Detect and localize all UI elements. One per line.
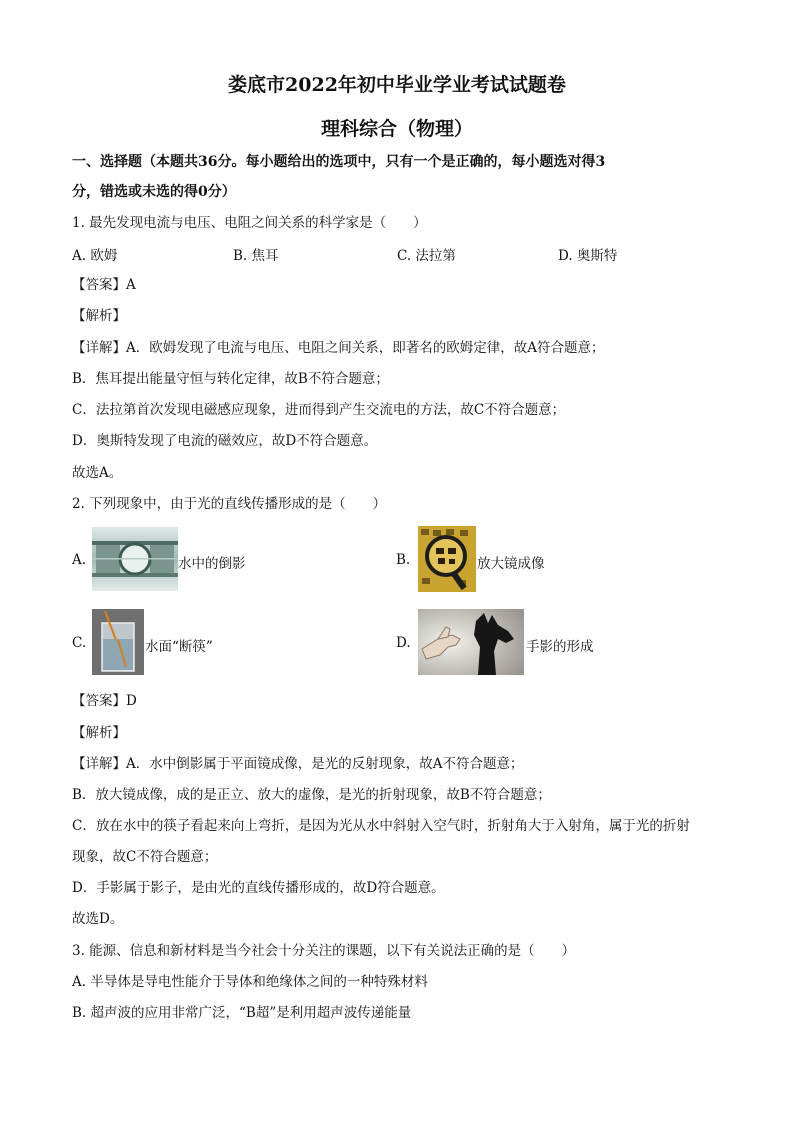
q3-option-a: A. 半导体是导电性能介于导体和绝缘体之间的一种特殊材料 (72, 974, 428, 990)
q2-detail-2: B．放大镜成像，成的是正立、放大的虚像，是光的折射现象，故B不符合题意； (72, 787, 551, 803)
q2-option-c-letter: C. (72, 635, 87, 651)
q3-stem: 3. 能源、信息和新材料是当今社会十分关注的课题，以下有关说法正确的是（ ） (72, 943, 576, 959)
hand-shadow-image (418, 609, 524, 675)
section-heading-line1: 一、选择题（本题共36分。每小题给出的选项中，只有一个是正确的，每小题选对得3 (72, 154, 606, 170)
exam-subtitle: 理科综合（物理） (320, 118, 473, 140)
q2-answer: 【答案】D (72, 693, 137, 709)
q3-option-b: B. 超声波的应用非常广泛，“B超”是利用超声波传递能量 (72, 1005, 412, 1021)
q1-options (72, 244, 722, 264)
q1-detail-3: C．法拉第首次发现电磁感应现象，进而得到产生交流电的方法，故C不符合题意； (72, 402, 566, 418)
section-heading-line2: 分，错选或未选的得0分） (72, 184, 236, 200)
q1-option-b: B. 焦耳 (233, 248, 279, 264)
exam-title: 娄底市2022年初中毕业学业考试试题卷 (228, 74, 566, 96)
q1-stem: 1. 最先发现电流与电压、电阻之间关系的科学家是（ ） (72, 215, 427, 231)
q1-conclusion: 故选A。 (72, 465, 123, 481)
q1-analysis: 【解析】 (72, 308, 126, 324)
q2-detail-4: 现象，故C不符合题意； (72, 849, 218, 865)
q2-conclusion: 故选D。 (72, 911, 124, 927)
q2-option-c-caption: 水面“断筷” (145, 639, 213, 655)
reflection-bridge-image (92, 527, 178, 591)
q1-option-a: A. 欧姆 (72, 248, 118, 264)
q1-option-d: D. 奥斯特 (558, 248, 618, 264)
q1-answer: 【答案】A (72, 277, 136, 293)
q2-option-a-letter: A. (72, 552, 87, 568)
magnifier-image (418, 526, 476, 592)
q2-stem: 2. 下列现象中，由于光的直线传播形成的是（ ） (72, 496, 387, 512)
q2-option-b-caption: 放大镜成像 (477, 556, 545, 572)
q2-detail-1: 【详解】A．水中倒影属于平面镜成像，是光的反射现象，故A不符合题意； (72, 756, 524, 772)
q1-detail-2: B．焦耳提出能量守恒与转化定律，故B不符合题意； (72, 371, 389, 387)
q2-option-a-caption: 水中的倒影 (178, 556, 246, 572)
q2-detail-3: C．放在水中的筷子看起来向上弯折，是因为光从水中斜射入空气时，折射角大于入射角，属于光的折射 (72, 818, 690, 834)
broken-chopstick-image (92, 609, 144, 675)
q2-option-d-letter: D. (396, 635, 411, 651)
q2-option-b-letter: B. (396, 552, 411, 568)
q2-analysis: 【解析】 (72, 725, 126, 741)
q1-detail-1: 【详解】A．欧姆发现了电流与电压、电阻之间关系，即著名的欧姆定律，故A符合题意； (72, 340, 605, 356)
q1-option-c: C. 法拉第 (397, 248, 456, 264)
q2-option-d-caption: 手影的形成 (526, 639, 594, 655)
q1-detail-4: D．奥斯特发现了电流的磁效应，故D不符合题意。 (72, 433, 378, 449)
q2-detail-5: D．手影属于影子，是由光的直线传播形成的，故D符合题意。 (72, 880, 445, 896)
